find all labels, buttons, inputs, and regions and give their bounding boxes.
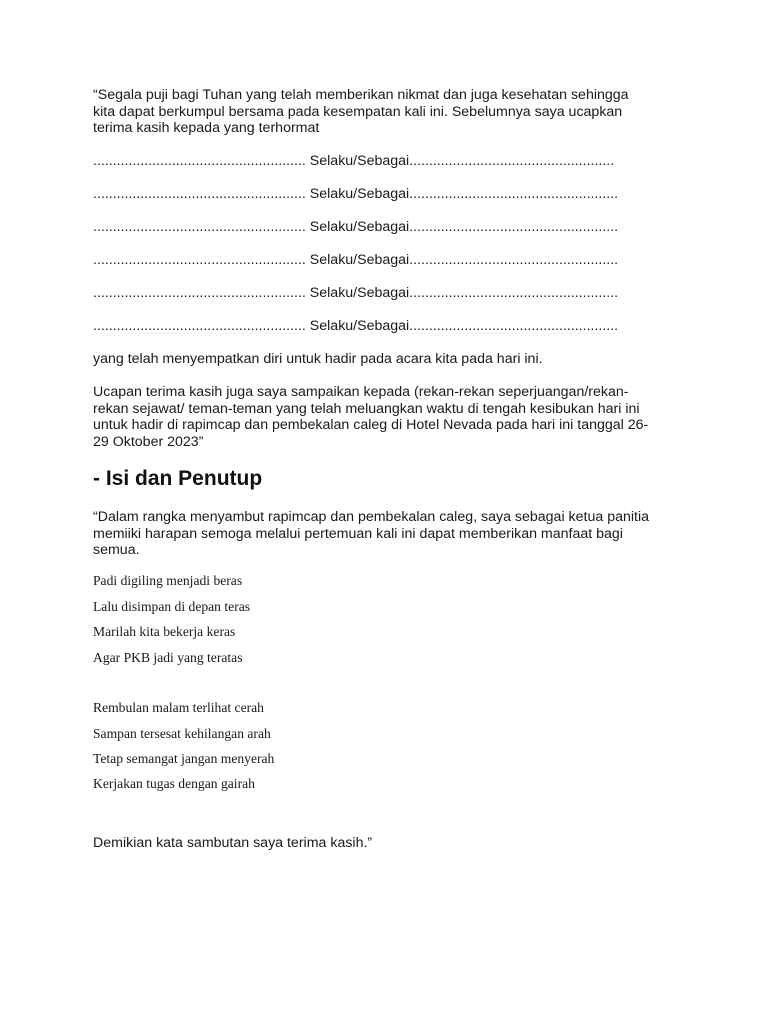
honorific-line-6: ...................................................... Selaku/Sebagai..................................................... bbox=[93, 318, 619, 334]
pantun-1-line-2: Lalu disimpan di depan teras bbox=[93, 599, 251, 614]
closing-line: Demikian kata sambutan saya terima kasih.” bbox=[93, 835, 373, 851]
pantun-1-line-1: Padi digiling menjadi beras bbox=[93, 573, 243, 588]
pantun-2-line-4: Kerjakan tugas dengan gairah bbox=[93, 776, 255, 791]
pantun-1-line-3: Marilah kita bekerja keras bbox=[93, 624, 236, 639]
content-paragraph: “Dalam rangka menyambut rapimcap dan pembekalan caleg, saya sebagai ketua panitia memiiki harapan semoga melalui pertemuan kali ini dapat memberikan manfaat bagi semua. bbox=[93, 509, 650, 558]
section-heading: - Isi dan Penutup bbox=[93, 467, 263, 490]
attendance-line: yang telah menyempatkan diri untuk hadir pada acara kita pada hari ini. bbox=[93, 351, 543, 367]
honorific-line-1: ...................................................... Selaku/Sebagai.................................................... bbox=[93, 153, 615, 169]
honorific-line-2: ...................................................... Selaku/Sebagai..................................................... bbox=[93, 186, 619, 202]
pantun-1-line-4: Agar PKB jadi yang teratas bbox=[93, 650, 243, 665]
thanks-paragraph: Ucapan terima kasih juga saya sampaikan kepada (rekan-rekan seperjuangan/rekan- rekan sejawat/ teman-teman yang telah meluangkan waktu di tengah kesibukan hari ini untuk hadir di rapimcap dan pembekalan caleg di Hotel Nevada pada hari ini tanggal 26- 29 Oktober 2023” bbox=[93, 384, 649, 450]
honorific-line-5: ...................................................... Selaku/Sebagai..................................................... bbox=[93, 285, 619, 301]
honorific-line-4: ...................................................... Selaku/Sebagai..................................................... bbox=[93, 252, 619, 268]
pantun-2-line-2: Sampan tersesat kehilangan arah bbox=[93, 726, 271, 741]
honorific-line-3: ...................................................... Selaku/Sebagai..................................................... bbox=[93, 219, 619, 235]
intro-paragraph: “Segala puji bagi Tuhan yang telah memberikan nikmat dan juga kesehatan sehingga kita dapat berkumpul bersama pada kesempatan kali ini. Sebelumnya saya ucapkan terima kasih kepada yang terhormat bbox=[93, 87, 629, 136]
pantun-2-line-3: Tetap semangat jangan menyerah bbox=[93, 751, 275, 766]
pantun-2-line-1: Rembulan malam terlihat cerah bbox=[93, 700, 264, 715]
